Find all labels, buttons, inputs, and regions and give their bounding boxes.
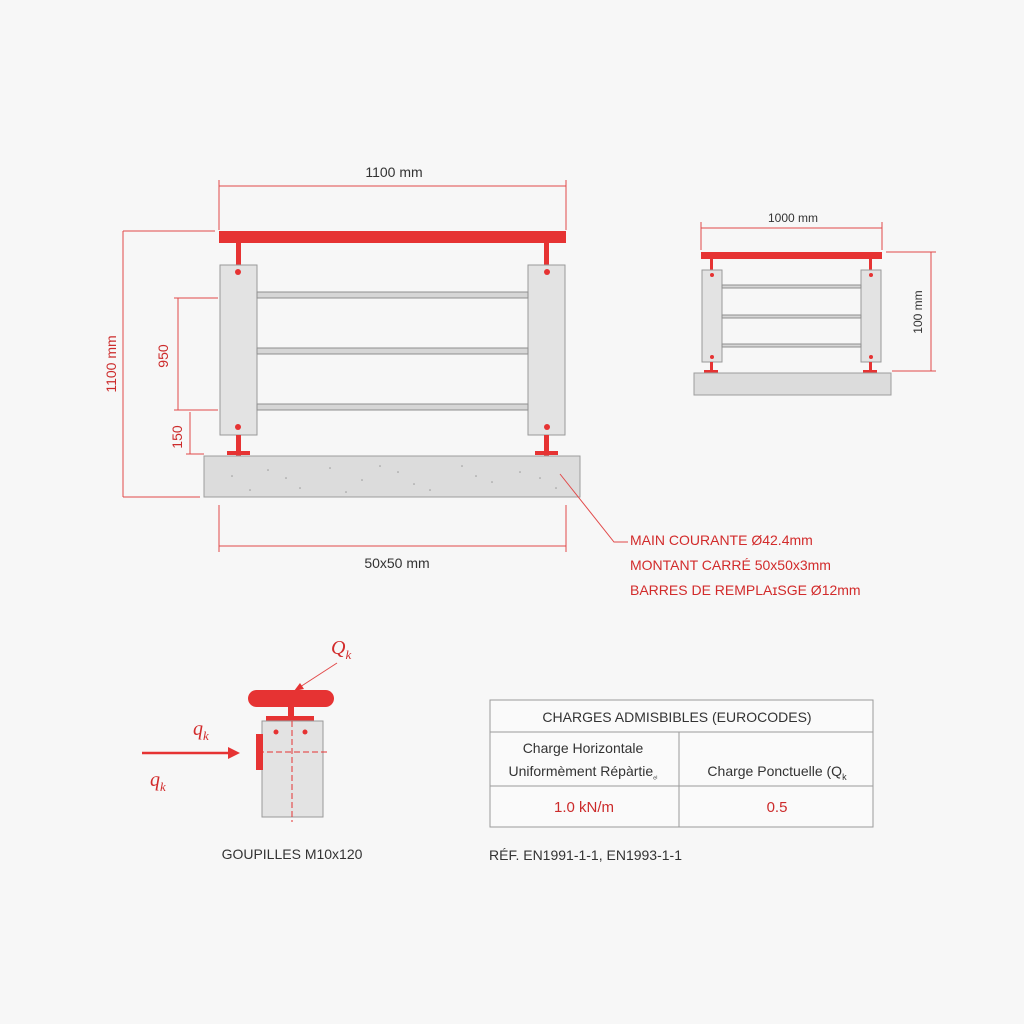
- callout-post: MONTANT CARRÉ 50x50x3mm: [630, 557, 831, 573]
- qk-load-arrowhead: [228, 747, 240, 759]
- height-dimension-label: 1100 mm: [103, 335, 119, 393]
- side-width-label: 1000 mm: [767, 211, 819, 225]
- width-dimension-label: 1100 mm: [365, 164, 423, 180]
- detail-bolt-left: [274, 730, 279, 735]
- concrete-slab: [204, 456, 580, 497]
- main-front-view: [103, 164, 628, 571]
- table-header-col1-line2: Uniformèment Répàrtie$_{_{el}}$: [508, 763, 658, 781]
- infill-bar-1: [257, 292, 528, 298]
- handrail-bracket-left: [236, 243, 241, 265]
- side-bar-3: [722, 344, 861, 347]
- side-post-right: [861, 270, 881, 362]
- inner-height-label: 950: [155, 344, 171, 368]
- side-handrail: [701, 252, 882, 259]
- side-bolt-4: [869, 355, 873, 359]
- detail-section-view: [142, 637, 363, 862]
- side-bolt-2: [869, 273, 873, 277]
- table-header-col1-line1: Charge Horizontale: [522, 740, 644, 756]
- side-height-label: 100 mm: [911, 290, 925, 334]
- callout-infill: BARRES DE REMPLAɪSGE Ø12mm: [630, 582, 861, 598]
- side-bar-1: [722, 285, 861, 288]
- qk-lower-label: $q_k$: [150, 769, 166, 794]
- side-bolt-1: [710, 273, 714, 277]
- bolt-right-bottom: [544, 424, 550, 430]
- detail-bolt-right: [303, 730, 308, 735]
- side-post-left: [702, 270, 722, 362]
- table-value-point-load: 0.5: [766, 799, 788, 816]
- side-bar-2: [722, 315, 861, 318]
- qk-top-label: $Q_k$: [331, 637, 352, 662]
- detail-stem: [288, 707, 294, 716]
- bolt-left-top: [235, 269, 241, 275]
- table-header-col2: Charge Ponctuelle ($Q_k$: [707, 763, 847, 782]
- table-title: CHARGES ADMISBIBLES (EUROCODES): [542, 709, 812, 725]
- qk-top-arrowhead: [294, 683, 304, 691]
- table-value-horizontal-load: 1.0 kN/m: [553, 799, 615, 816]
- base-plate-left: [227, 451, 250, 455]
- detail-handrail-profile: [248, 690, 334, 707]
- bolt-right-top: [544, 269, 550, 275]
- infill-bar-2: [257, 348, 528, 354]
- post-right: [528, 265, 565, 435]
- side-bracket-left: [710, 259, 713, 270]
- side-view: [694, 211, 936, 395]
- side-bolt-3: [710, 355, 714, 359]
- infill-bar-3: [257, 404, 528, 410]
- handrail: [219, 231, 566, 243]
- callout-handrail: MAIN COURANTE Ø42.4mm: [630, 532, 813, 548]
- bolt-left-bottom: [235, 424, 241, 430]
- bottom-dimension-label: 50x50 mm: [364, 555, 430, 571]
- post-left: [220, 265, 257, 435]
- loads-table: [490, 700, 873, 827]
- detail-top-plate: [266, 716, 314, 721]
- reference-text: RÉF. EN1991-1-1, EN1993-1-1: [489, 847, 682, 863]
- bottom-gap-label: 150: [169, 425, 185, 449]
- base-plate-right: [535, 451, 558, 455]
- detail-caption: GOUPILLES M10x120: [221, 846, 363, 862]
- handrail-bracket-right: [544, 243, 549, 265]
- qk-top-leader: [300, 663, 337, 687]
- qk-left-label: $q_k$: [193, 718, 209, 743]
- side-concrete-slab: [694, 373, 891, 395]
- callout-list: [630, 532, 861, 598]
- side-bracket-right: [869, 259, 872, 270]
